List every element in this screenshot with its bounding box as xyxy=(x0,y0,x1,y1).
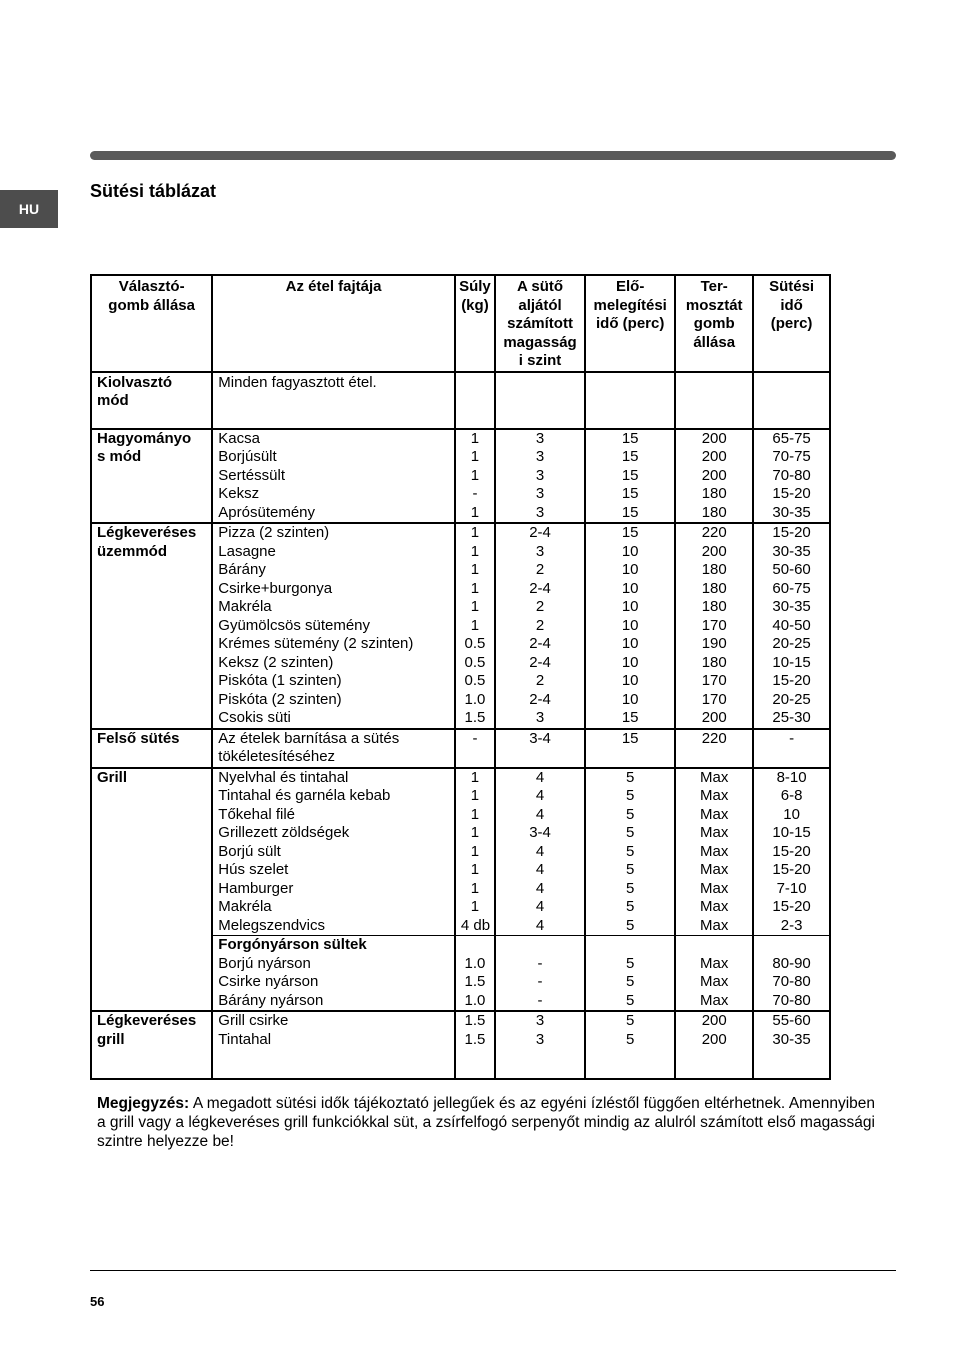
mode-label: Hagyományo xyxy=(97,429,192,447)
time-value: 15-20 xyxy=(772,842,811,860)
thermostat-value: 220 xyxy=(701,524,727,541)
preheat-value: 5 xyxy=(626,898,635,915)
time-value: 30-35 xyxy=(772,503,811,521)
top-decorative-bar xyxy=(90,151,896,160)
thermostat-value: 200 xyxy=(701,429,727,447)
thermostat-value: 200 xyxy=(701,709,727,726)
level-cell xyxy=(495,729,585,768)
time-value: 70-80 xyxy=(772,973,811,990)
level-cell xyxy=(495,936,585,1012)
weight-value: 1 xyxy=(470,466,480,484)
time-value: 80-90 xyxy=(772,954,811,972)
weight-value: 1.5 xyxy=(464,709,486,726)
preheat-value: 5 xyxy=(626,1030,635,1048)
time-value: 15-20 xyxy=(772,898,811,915)
time-value: 70-80 xyxy=(772,466,811,484)
level-value: 4 xyxy=(535,787,545,804)
time-cell xyxy=(753,768,830,936)
weight-value: 1 xyxy=(470,898,480,915)
weight-value: 1 xyxy=(470,787,480,804)
level-value: 3-4 xyxy=(529,824,551,841)
time-value: 70-80 xyxy=(772,991,811,1009)
time-value: 20-25 xyxy=(772,690,811,708)
time-value: 15-20 xyxy=(772,524,811,541)
time-value: 30-35 xyxy=(772,598,811,615)
page-number: 56 xyxy=(90,1294,105,1309)
level-value: 4 xyxy=(535,805,545,823)
food-item: Bárány nyárson xyxy=(218,991,324,1009)
weight-value: 1 xyxy=(470,768,480,786)
food-item: Piskóta (2 szinten) xyxy=(218,690,342,708)
header-selector: Választó- gomb állása xyxy=(91,275,212,372)
level-value: - xyxy=(537,973,543,990)
table-header-row xyxy=(91,275,830,372)
time-value: 55-60 xyxy=(772,1012,811,1029)
time-value: 8-10 xyxy=(776,768,807,786)
thermostat-value: Max xyxy=(700,861,729,878)
time-value: 7-10 xyxy=(776,879,807,897)
weight-value: 1.5 xyxy=(464,1012,486,1029)
thermostat-value: 180 xyxy=(701,653,727,671)
time-value: 30-35 xyxy=(772,542,811,560)
food-cell xyxy=(212,729,455,768)
thermostat-cell xyxy=(675,729,753,768)
weight-cell xyxy=(455,372,495,429)
mode-cell xyxy=(91,936,212,1012)
weight-value: 0.5 xyxy=(464,635,486,652)
level-value: - xyxy=(537,954,543,972)
food-item: Hamburger xyxy=(218,879,294,897)
level-value: 2 xyxy=(535,616,545,634)
time-value: 6-8 xyxy=(780,787,803,804)
preheat-value: 5 xyxy=(626,861,635,878)
footnote-text: A megadott sütési idők tájékoztató jellegűek és az egyéni ízléstől függően eltérhetnek. Amennyiben a grill vagy a légkeveréses grill funkciókkal süt, a zsírfelfogó serpenyőt mindig az alulról számított első magassági szintre helyezze be! xyxy=(97,1095,876,1150)
thermostat-value: 180 xyxy=(701,579,727,597)
food-item: Aprósütemény xyxy=(218,503,316,521)
level-value: 4 xyxy=(535,879,545,897)
mode-cell xyxy=(91,523,212,729)
level-value: 3 xyxy=(535,485,545,502)
preheat-value: 5 xyxy=(626,954,635,972)
weight-value: 1 xyxy=(470,616,480,634)
weight-value: - xyxy=(472,729,478,747)
thermostat-value: Max xyxy=(700,879,729,897)
food-cell xyxy=(212,936,455,1012)
food-item: Grill csirke xyxy=(218,1012,289,1029)
thermostat-value: Max xyxy=(700,824,729,841)
weight-cell xyxy=(455,729,495,768)
level-cell xyxy=(495,1011,585,1079)
food-item: Sertéssült xyxy=(218,466,285,484)
thermostat-value: 200 xyxy=(701,1012,727,1029)
preheat-value: 5 xyxy=(626,805,635,823)
weight-value: 1.0 xyxy=(464,991,486,1009)
food-cell xyxy=(212,429,455,524)
time-cell xyxy=(753,372,830,429)
level-value: 2 xyxy=(535,672,545,689)
header-level: A sütő aljától számított magasság i szint xyxy=(495,275,585,372)
food-cell xyxy=(212,768,455,936)
weight-value: 1.5 xyxy=(464,1030,486,1048)
food-item: Gyümölcsös sütemény xyxy=(218,616,371,634)
weight-value: 4 db xyxy=(460,916,491,934)
time-cell xyxy=(753,936,830,1012)
mode-cell xyxy=(91,429,212,524)
preheat-cell xyxy=(585,429,675,524)
weight-cell xyxy=(455,429,495,524)
time-value: - xyxy=(789,729,795,747)
preheat-value: 5 xyxy=(626,824,635,841)
time-value: 65-75 xyxy=(772,429,811,447)
preheat-value: 15 xyxy=(621,729,639,747)
thermostat-cell xyxy=(675,768,753,936)
level-value: 3 xyxy=(535,542,545,560)
mode-label: Légkeveréses xyxy=(97,1012,197,1029)
preheat-value: 15 xyxy=(621,485,639,502)
weight-cell xyxy=(455,936,495,1012)
weight-value: 1 xyxy=(470,579,480,597)
header-preheat: Elő- melegítési idő (perc) xyxy=(585,275,675,372)
weight-value: 1 xyxy=(470,429,480,447)
thermostat-cell xyxy=(675,372,753,429)
mode-label: Grill xyxy=(97,768,128,786)
food-item: Tintahal és garnéla kebab xyxy=(218,787,391,804)
header-weight: Súly (kg) xyxy=(455,275,495,372)
level-value: 4 xyxy=(535,842,545,860)
weight-value: 0.5 xyxy=(464,653,486,671)
time-cell xyxy=(753,1011,830,1079)
thermostat-value: 180 xyxy=(701,598,727,615)
preheat-value: 5 xyxy=(626,991,635,1009)
preheat-value: 10 xyxy=(621,616,639,634)
time-value: 15-20 xyxy=(772,861,811,878)
thermostat-value: Max xyxy=(700,991,729,1009)
level-value: 2-4 xyxy=(529,635,551,652)
weight-cell xyxy=(455,768,495,936)
food-cell xyxy=(212,1011,455,1079)
preheat-value: 10 xyxy=(621,690,639,708)
food-item: Kacsa xyxy=(218,429,260,447)
preheat-value: 5 xyxy=(626,973,635,990)
mode-cell xyxy=(91,1011,212,1079)
mode-cell xyxy=(91,768,212,936)
food-item: Csirke nyárson xyxy=(218,973,319,990)
preheat-value: 15 xyxy=(621,448,639,465)
food-item: Melegszendvics xyxy=(218,916,326,934)
cooking-table xyxy=(90,274,831,1080)
time-value: 40-50 xyxy=(772,616,811,634)
mode-cell xyxy=(91,729,212,768)
thermostat-value: 180 xyxy=(701,561,727,578)
thermostat-value: Max xyxy=(700,805,729,823)
mode-cell xyxy=(91,372,212,429)
preheat-value: 15 xyxy=(621,524,639,541)
weight-value: 1 xyxy=(470,842,480,860)
weight-value: 1.5 xyxy=(464,973,486,990)
level-value: 2-4 xyxy=(529,524,551,541)
time-value: 10-15 xyxy=(772,824,811,841)
time-value: 70-75 xyxy=(772,448,811,465)
level-value: 2 xyxy=(535,561,545,578)
preheat-value: 5 xyxy=(626,879,635,897)
thermostat-value: 200 xyxy=(701,542,727,560)
food-item: Makréla xyxy=(218,898,272,915)
preheat-value: 10 xyxy=(621,635,639,652)
level-value: 3 xyxy=(535,503,545,521)
level-value: 3 xyxy=(535,429,545,447)
table-row xyxy=(91,523,830,729)
thermostat-value: 200 xyxy=(701,466,727,484)
food-item: Az ételek barnítása a sütés tökéletesítéséhez xyxy=(218,729,400,765)
preheat-cell xyxy=(585,729,675,768)
bottom-rule xyxy=(90,1270,896,1271)
mode-label: mód xyxy=(97,392,129,409)
level-value: 2 xyxy=(535,598,545,615)
preheat-cell xyxy=(585,523,675,729)
thermostat-value: Max xyxy=(700,842,729,860)
level-value: 4 xyxy=(535,916,545,934)
thermostat-value: 170 xyxy=(701,672,727,689)
table-row xyxy=(91,429,830,524)
food-item: Keksz (2 szinten) xyxy=(218,653,334,671)
level-value: 4 xyxy=(535,898,545,915)
time-value: 15-20 xyxy=(772,672,811,689)
mode-label: üzemmód xyxy=(97,542,168,560)
thermostat-value: 220 xyxy=(701,729,727,747)
mode-label: s mód xyxy=(97,448,142,465)
level-value: 3 xyxy=(535,448,545,465)
preheat-value: 5 xyxy=(626,787,635,804)
food-cell xyxy=(212,372,455,429)
food-item: Borjúsült xyxy=(218,448,277,465)
time-value: 10 xyxy=(783,805,800,823)
food-item: Krémes sütemény (2 szinten) xyxy=(218,635,414,652)
level-value: 2-4 xyxy=(529,690,551,708)
table-row xyxy=(91,936,830,1012)
preheat-cell xyxy=(585,372,675,429)
weight-value: 1 xyxy=(470,524,480,541)
time-value: 50-60 xyxy=(772,561,811,578)
thermostat-cell xyxy=(675,1011,753,1079)
food-item: Makréla xyxy=(218,598,272,615)
weight-value: 1 xyxy=(470,542,480,560)
food-item: Piskóta (1 szinten) xyxy=(218,672,342,689)
language-tab: HU xyxy=(0,190,58,228)
food-item: Lasagne xyxy=(218,542,276,560)
thermostat-value: Max xyxy=(700,768,729,786)
food-item: Nyelvhal és tintahal xyxy=(218,768,349,786)
weight-value: 1 xyxy=(470,598,480,615)
food-item: Csokis süti xyxy=(218,709,291,726)
preheat-value: 5 xyxy=(626,916,635,934)
thermostat-cell xyxy=(675,936,753,1012)
thermostat-value: 200 xyxy=(701,1030,727,1048)
mode-label: Felső sütés xyxy=(97,729,180,747)
food-item: Borjú nyárson xyxy=(218,954,311,972)
table-row xyxy=(91,768,830,936)
time-value: 20-25 xyxy=(772,635,811,652)
time-value: 2-3 xyxy=(780,916,803,934)
level-value: 2-4 xyxy=(529,653,551,671)
food-item: Borjú sült xyxy=(218,842,281,860)
preheat-value: 10 xyxy=(621,653,639,671)
preheat-value: 5 xyxy=(626,768,635,786)
table-row xyxy=(91,372,830,429)
footnote xyxy=(97,1094,875,1151)
footnote-label: Megjegyzés: xyxy=(97,1095,190,1112)
level-value: 3 xyxy=(535,1012,545,1029)
level-value: 3-4 xyxy=(529,729,551,747)
weight-value: 1 xyxy=(470,805,480,823)
food-item: Tintahal xyxy=(218,1030,272,1048)
thermostat-value: Max xyxy=(700,898,729,915)
weight-value: 1.0 xyxy=(464,954,486,972)
time-value: 25-30 xyxy=(772,709,811,726)
preheat-value: 10 xyxy=(621,561,639,578)
weight-value: 0.5 xyxy=(464,672,486,689)
header-cooking-time: Sütési idő (perc) xyxy=(753,275,830,372)
level-value: 3 xyxy=(535,1030,545,1048)
food-subheading: Forgónyárson sültek xyxy=(218,936,367,953)
weight-value: 1 xyxy=(470,879,480,897)
time-cell xyxy=(753,429,830,524)
food-item: Csirke+burgonya xyxy=(218,579,333,597)
weight-value: 1 xyxy=(470,503,480,521)
thermostat-value: 180 xyxy=(701,485,727,502)
level-cell xyxy=(495,523,585,729)
thermostat-value: Max xyxy=(700,787,729,804)
preheat-value: 5 xyxy=(626,842,635,860)
food-item: Minden fagyasztott étel. xyxy=(218,373,377,391)
level-value: 4 xyxy=(535,768,545,786)
time-value: 30-35 xyxy=(772,1030,811,1048)
preheat-value: 15 xyxy=(621,466,639,484)
table-row xyxy=(91,1011,830,1079)
level-value: 2-4 xyxy=(529,579,551,597)
time-value: 60-75 xyxy=(772,579,811,597)
weight-cell xyxy=(455,1011,495,1079)
weight-value: 1 xyxy=(470,861,480,878)
weight-value: 1.0 xyxy=(464,690,486,708)
preheat-value: 15 xyxy=(621,503,639,521)
header-thermostat: Ter- mosztát gomb állása xyxy=(675,275,753,372)
preheat-cell xyxy=(585,1011,675,1079)
weight-value: 1 xyxy=(470,448,480,465)
mode-label: grill xyxy=(97,1030,125,1048)
level-cell xyxy=(495,768,585,936)
time-cell xyxy=(753,523,830,729)
preheat-cell xyxy=(585,768,675,936)
preheat-value: 10 xyxy=(621,598,639,615)
weight-value: 1 xyxy=(470,824,480,841)
thermostat-value: Max xyxy=(700,973,729,990)
preheat-value: 15 xyxy=(621,709,639,726)
level-cell xyxy=(495,429,585,524)
thermostat-value: 180 xyxy=(701,503,727,521)
preheat-value: 10 xyxy=(621,579,639,597)
thermostat-value: 190 xyxy=(701,635,727,652)
thermostat-value: 170 xyxy=(701,690,727,708)
time-cell xyxy=(753,729,830,768)
level-value: 3 xyxy=(535,709,545,726)
mode-label: Kiolvasztó xyxy=(97,373,173,391)
thermostat-cell xyxy=(675,523,753,729)
thermostat-value: 200 xyxy=(701,448,727,465)
time-value: 15-20 xyxy=(772,485,811,502)
level-cell xyxy=(495,372,585,429)
food-item: Hús szelet xyxy=(218,861,289,878)
food-item: Pizza (2 szinten) xyxy=(218,524,330,541)
time-value: 10-15 xyxy=(772,653,811,671)
preheat-cell xyxy=(585,936,675,1012)
weight-value: - xyxy=(472,485,478,502)
food-item: Keksz xyxy=(218,485,260,502)
preheat-value: 10 xyxy=(621,672,639,689)
table-row xyxy=(91,729,830,768)
food-cell xyxy=(212,523,455,729)
thermostat-value: Max xyxy=(700,916,729,934)
weight-value: 1 xyxy=(470,561,480,578)
mode-label: Légkeveréses xyxy=(97,524,197,541)
preheat-value: 10 xyxy=(621,542,639,560)
thermostat-cell xyxy=(675,429,753,524)
food-item: Grillezett zöldségek xyxy=(218,824,350,841)
thermostat-value: 170 xyxy=(701,616,727,634)
weight-cell xyxy=(455,523,495,729)
thermostat-value: Max xyxy=(700,954,729,972)
level-value: - xyxy=(537,991,543,1009)
preheat-value: 15 xyxy=(621,429,639,447)
level-value: 3 xyxy=(535,466,545,484)
food-item: Tőkehal filé xyxy=(218,805,296,823)
preheat-value: 5 xyxy=(626,1012,635,1029)
food-item: Bárány xyxy=(218,561,266,578)
level-value: 4 xyxy=(535,861,545,878)
page-title: Sütési táblázat xyxy=(90,181,217,201)
header-food-type: Az étel fajtája xyxy=(212,275,455,372)
